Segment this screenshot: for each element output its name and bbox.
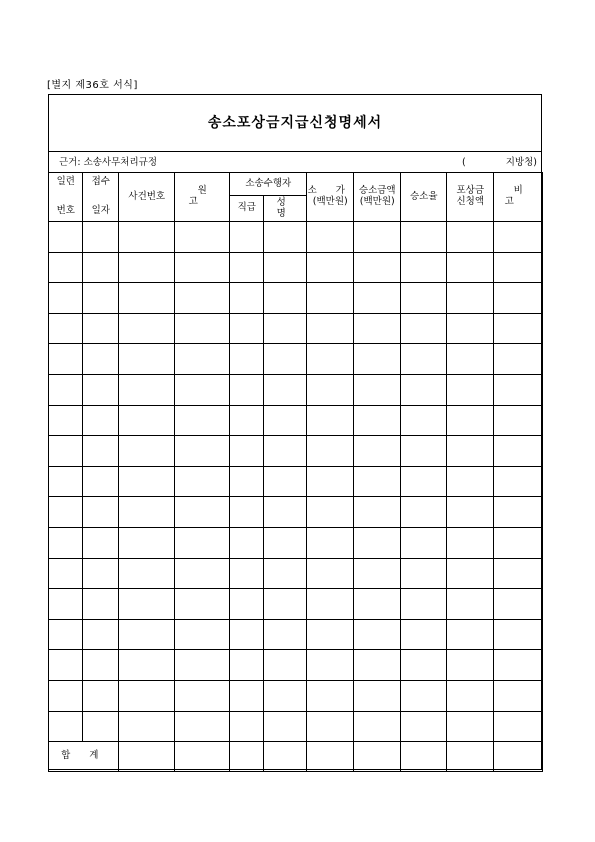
table-cell[interactable] [175, 283, 230, 314]
table-cell[interactable] [49, 313, 83, 344]
table-cell[interactable] [447, 527, 494, 558]
table-cell[interactable] [230, 374, 264, 405]
table-cell[interactable] [494, 374, 543, 405]
table-cell[interactable] [264, 527, 307, 558]
table-cell[interactable] [49, 711, 83, 742]
table-cell[interactable] [354, 436, 401, 467]
table-cell[interactable] [49, 374, 83, 405]
table-cell[interactable] [264, 742, 307, 772]
table-cell[interactable] [175, 527, 230, 558]
table-cell[interactable] [447, 252, 494, 283]
table-cell[interactable] [264, 466, 307, 497]
table-cell[interactable] [447, 374, 494, 405]
table-cell[interactable] [494, 283, 543, 314]
header-reward-line1: 포상금 [456, 185, 485, 197]
table-cell[interactable] [401, 680, 447, 711]
table-cell[interactable] [401, 436, 447, 467]
header-remarks [494, 173, 543, 222]
table-cell[interactable] [83, 527, 119, 558]
table-cell[interactable] [230, 313, 264, 344]
table-cell[interactable] [264, 374, 307, 405]
table-cell[interactable] [447, 466, 494, 497]
table-cell[interactable] [83, 283, 119, 314]
table-cell[interactable] [83, 436, 119, 467]
table-cell[interactable] [447, 222, 494, 253]
table-cell[interactable] [230, 558, 264, 589]
table-row [49, 436, 543, 467]
table-cell[interactable] [494, 313, 543, 344]
table-cell[interactable] [83, 650, 119, 681]
table-cell[interactable] [354, 405, 401, 436]
basis-text: 근거: 소송사무처리규정 [59, 157, 157, 168]
table-cell[interactable] [401, 558, 447, 589]
table-cell[interactable] [354, 619, 401, 650]
table-cell[interactable] [307, 436, 354, 467]
table-cell[interactable] [401, 374, 447, 405]
header-claim-value-line2: (백만원) [312, 196, 348, 207]
table-cell[interactable] [49, 405, 83, 436]
table-cell[interactable] [447, 742, 494, 772]
table-cell[interactable] [401, 711, 447, 742]
header-win-rate: 승소율 [401, 173, 447, 222]
table-cell[interactable] [307, 558, 354, 589]
header-receipt-line1: 접수 [91, 176, 110, 187]
table-cell[interactable] [49, 619, 83, 650]
header-reward [447, 173, 494, 222]
table-row [49, 650, 543, 681]
table-cell[interactable] [447, 283, 494, 314]
table-cell[interactable] [83, 374, 119, 405]
header-claim-value-line1: 소 가 [307, 185, 353, 197]
table-cell[interactable] [307, 711, 354, 742]
total-label-text: 합 계 [61, 750, 107, 762]
table-cell[interactable] [401, 222, 447, 253]
table-cell[interactable] [175, 619, 230, 650]
table-row [49, 558, 543, 589]
table-cell[interactable] [83, 619, 119, 650]
table-cell[interactable] [401, 742, 447, 772]
header-litigant-group: 소송수행자 [230, 173, 307, 196]
table-cell[interactable] [119, 558, 175, 589]
table-row [49, 344, 543, 375]
table-cell[interactable] [264, 344, 307, 375]
form-frame [48, 94, 542, 770]
table-cell[interactable] [175, 405, 230, 436]
table-cell[interactable] [494, 344, 543, 375]
header-win-amount [354, 173, 401, 222]
table-row [49, 252, 543, 283]
header-receipt-line2: 일자 [91, 205, 110, 217]
table-cell[interactable] [119, 497, 175, 528]
table-cell[interactable] [447, 313, 494, 344]
table-cell[interactable] [401, 650, 447, 681]
table-cell[interactable] [119, 527, 175, 558]
header-serial-line1: 일련 [56, 176, 75, 187]
table-cell[interactable] [175, 650, 230, 681]
table-cell[interactable] [307, 283, 354, 314]
divider [49, 151, 541, 152]
table-cell[interactable] [307, 252, 354, 283]
table-cell[interactable] [49, 650, 83, 681]
table-cell[interactable] [83, 558, 119, 589]
table-cell[interactable] [49, 527, 83, 558]
table-cell[interactable] [119, 466, 175, 497]
table-cell[interactable] [230, 711, 264, 742]
table-cell[interactable] [49, 680, 83, 711]
table-cell[interactable] [49, 558, 83, 589]
table-cell[interactable] [494, 436, 543, 467]
table-cell[interactable] [119, 711, 175, 742]
table-cell[interactable] [230, 252, 264, 283]
table-cell[interactable] [354, 589, 401, 620]
table-cell[interactable] [230, 344, 264, 375]
table-cell[interactable] [264, 497, 307, 528]
table-cell[interactable] [230, 466, 264, 497]
table-cell[interactable] [119, 374, 175, 405]
table-cell[interactable] [175, 558, 230, 589]
table-cell[interactable] [494, 589, 543, 620]
table-cell[interactable] [230, 589, 264, 620]
table-cell[interactable] [307, 650, 354, 681]
table-cell[interactable] [49, 252, 83, 283]
table-cell[interactable] [264, 222, 307, 253]
table-cell[interactable] [83, 497, 119, 528]
table-row [49, 497, 543, 528]
table-cell[interactable] [447, 436, 494, 467]
table-cell[interactable] [354, 374, 401, 405]
table-cell[interactable] [119, 742, 175, 772]
header-position: 직급 [230, 196, 264, 222]
table-cell[interactable] [230, 650, 264, 681]
table-cell[interactable] [447, 619, 494, 650]
table-cell[interactable] [354, 344, 401, 375]
table-cell[interactable] [354, 711, 401, 742]
table-cell[interactable] [175, 711, 230, 742]
table-cell[interactable] [447, 344, 494, 375]
table-cell[interactable] [230, 497, 264, 528]
table-cell[interactable] [264, 405, 307, 436]
table-row [49, 619, 543, 650]
table-cell[interactable] [49, 589, 83, 620]
table-row [49, 283, 543, 314]
table-cell[interactable] [401, 497, 447, 528]
table-cell[interactable] [401, 589, 447, 620]
header-claim-value [307, 173, 354, 222]
table-cell[interactable] [119, 252, 175, 283]
table-cell[interactable] [175, 313, 230, 344]
table-cell[interactable] [264, 619, 307, 650]
table-cell[interactable] [401, 619, 447, 650]
table-cell[interactable] [230, 222, 264, 253]
table-cell[interactable] [447, 558, 494, 589]
table-cell[interactable] [354, 252, 401, 283]
table-cell[interactable] [401, 283, 447, 314]
table-cell[interactable] [119, 405, 175, 436]
table-row [49, 680, 543, 711]
table-cell[interactable] [175, 466, 230, 497]
table-cell[interactable] [83, 222, 119, 253]
table-cell[interactable] [307, 589, 354, 620]
table-row [49, 466, 543, 497]
region-label [462, 154, 537, 168]
table-cell[interactable] [354, 742, 401, 772]
table-cell[interactable] [175, 222, 230, 253]
table-cell[interactable] [354, 558, 401, 589]
table-cell[interactable] [83, 252, 119, 283]
table-cell[interactable] [447, 589, 494, 620]
region-suffix: 지방청) [505, 157, 537, 168]
table-cell[interactable] [49, 497, 83, 528]
table-cell[interactable] [494, 650, 543, 681]
form-number: [별지 제36호 서식] [47, 80, 138, 91]
table-cell[interactable] [230, 283, 264, 314]
table-cell[interactable] [354, 466, 401, 497]
table-cell[interactable] [230, 436, 264, 467]
table-cell[interactable] [401, 405, 447, 436]
table-cell[interactable] [175, 436, 230, 467]
table-cell[interactable] [447, 650, 494, 681]
header-row [49, 173, 543, 196]
table-cell[interactable] [230, 742, 264, 772]
table-cell[interactable] [494, 711, 543, 742]
table-cell[interactable] [49, 436, 83, 467]
table-cell[interactable] [83, 466, 119, 497]
table-cell[interactable] [354, 313, 401, 344]
table-cell[interactable] [494, 497, 543, 528]
table-cell[interactable] [49, 466, 83, 497]
table-cell[interactable] [307, 344, 354, 375]
table-row [49, 405, 543, 436]
table-cell[interactable] [175, 344, 230, 375]
header-win-amount-line1: 승소금액 [358, 185, 396, 197]
table-cell[interactable] [119, 436, 175, 467]
table-cell[interactable] [230, 680, 264, 711]
table-cell[interactable] [49, 283, 83, 314]
table-cell[interactable] [175, 252, 230, 283]
table-cell[interactable] [264, 650, 307, 681]
table-cell[interactable] [119, 650, 175, 681]
table-cell[interactable] [264, 283, 307, 314]
table-cell[interactable] [119, 619, 175, 650]
header-case-number: 사건번호 [119, 173, 175, 222]
table-cell[interactable] [175, 374, 230, 405]
table-cell[interactable] [264, 436, 307, 467]
table-cell[interactable] [307, 619, 354, 650]
table-cell[interactable] [264, 313, 307, 344]
claims-table [48, 172, 543, 772]
table-cell[interactable] [401, 466, 447, 497]
table-cell[interactable] [494, 558, 543, 589]
header-receipt [83, 173, 119, 222]
table-cell[interactable] [494, 405, 543, 436]
table-cell[interactable] [119, 680, 175, 711]
table-cell[interactable] [175, 742, 230, 772]
table-cell[interactable] [119, 222, 175, 253]
table-cell[interactable] [447, 405, 494, 436]
table-cell[interactable] [447, 497, 494, 528]
form-title: 송소포상금지급신청명세서 [207, 115, 383, 131]
table-cell[interactable] [230, 527, 264, 558]
table-cell[interactable] [307, 497, 354, 528]
region-open-paren: ( [462, 157, 466, 168]
table-cell[interactable] [354, 650, 401, 681]
table-row [49, 527, 543, 558]
table-cell[interactable] [307, 680, 354, 711]
table-cell[interactable] [175, 680, 230, 711]
table-row [49, 374, 543, 405]
table-cell[interactable] [307, 222, 354, 253]
table-cell[interactable] [83, 589, 119, 620]
table-row [49, 589, 543, 620]
table-cell[interactable] [264, 558, 307, 589]
table-cell[interactable] [119, 344, 175, 375]
table-cell[interactable] [119, 283, 175, 314]
table-cell[interactable] [401, 313, 447, 344]
table-row [49, 711, 543, 742]
header-name [264, 196, 307, 222]
table-cell[interactable] [307, 405, 354, 436]
table-cell[interactable] [354, 283, 401, 314]
table-cell[interactable] [494, 680, 543, 711]
table-cell[interactable] [83, 680, 119, 711]
header-reward-line2: 신청액 [456, 196, 485, 207]
table-cell[interactable] [307, 527, 354, 558]
table-cell[interactable] [354, 497, 401, 528]
table-cell[interactable] [83, 711, 119, 742]
table-cell[interactable] [401, 527, 447, 558]
table-cell[interactable] [494, 527, 543, 558]
table-cell[interactable] [49, 344, 83, 375]
table-cell[interactable] [264, 711, 307, 742]
table-cell[interactable] [494, 222, 543, 253]
table-cell[interactable] [307, 466, 354, 497]
table-cell[interactable] [264, 680, 307, 711]
table-cell[interactable] [83, 405, 119, 436]
table-cell[interactable] [401, 344, 447, 375]
table-cell[interactable] [354, 680, 401, 711]
table-row [49, 313, 543, 344]
table-cell[interactable] [354, 222, 401, 253]
header-serial-line2: 번호 [56, 205, 75, 217]
table-row [49, 222, 543, 253]
header-plaintiff [175, 173, 230, 222]
table-cell[interactable] [49, 222, 83, 253]
table-cell[interactable] [119, 313, 175, 344]
total-label [49, 742, 119, 772]
table-cell[interactable] [264, 589, 307, 620]
table-cell[interactable] [401, 252, 447, 283]
header-name-text: 성 명 [276, 196, 294, 219]
table-cell[interactable] [494, 742, 543, 772]
table-cell[interactable] [307, 313, 354, 344]
table-cell[interactable] [447, 711, 494, 742]
table-cell[interactable] [83, 344, 119, 375]
table-cell[interactable] [447, 680, 494, 711]
table-cell[interactable] [307, 742, 354, 772]
table-cell[interactable] [494, 252, 543, 283]
header-serial [49, 173, 83, 222]
header-plaintiff-text: 원 고 [188, 185, 225, 207]
total-row [49, 742, 543, 772]
table-cell[interactable] [119, 589, 175, 620]
table-cell[interactable] [494, 619, 543, 650]
table-cell[interactable] [494, 466, 543, 497]
header-win-amount-line2: (백만원) [359, 196, 395, 207]
table-cell[interactable] [230, 405, 264, 436]
table-cell[interactable] [230, 619, 264, 650]
table-cell[interactable] [354, 527, 401, 558]
header-remarks-text: 비 고 [504, 185, 541, 207]
table-cell[interactable] [307, 374, 354, 405]
table-cell[interactable] [83, 313, 119, 344]
table-cell[interactable] [175, 589, 230, 620]
table-cell[interactable] [264, 252, 307, 283]
table-cell[interactable] [175, 497, 230, 528]
